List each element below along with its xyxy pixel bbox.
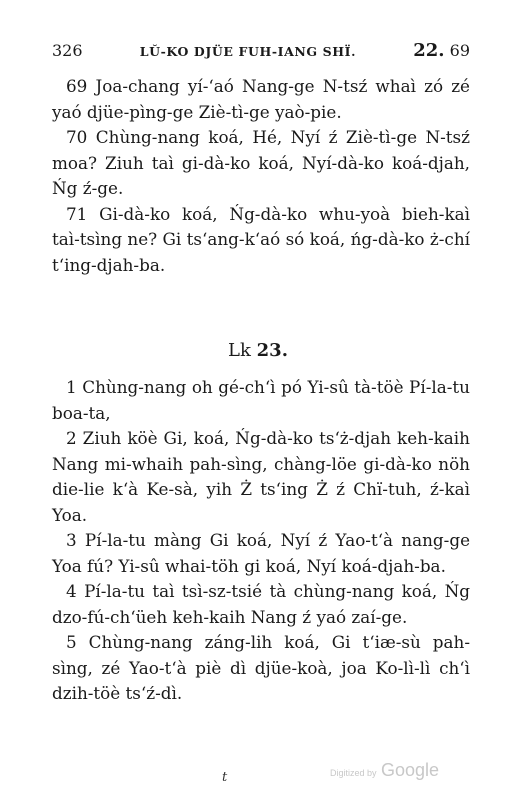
verse-paragraph: 71 Gi-dà-ko koá, Ńg-dà-ko whu-yoà bieh-kaì taì-tsìng ne? Gi ts‘ang-k‘aó só koá, ńg-dà-ko ż-chí t‘ing-djah-ba. [52, 203, 470, 275]
verse-paragraph: 5 Chùng-nang záng-lih koá, Gi t‘iæ-sù pah-sìng, zé Yao-t‘à piè dì djüe-koà, joa Ko-lì-lì ch‘ì dzih-töè ts‘ź-dì. [52, 632, 470, 703]
verse-reference [413, 40, 470, 61]
watermark-prefix: Digitized by [330, 768, 377, 778]
page-number: 326 [52, 41, 83, 60]
page-header [52, 40, 470, 62]
digitized-watermark [330, 760, 439, 781]
verse-paragraph: 1 Chùng-nang oh gé-ch‘ì pó Yi-sû tà-töè Pí-la-tu boa-ta, [52, 377, 470, 423]
verse-paragraph: 70 Chùng-nang koá, Hé, Nyí ź Ziè-tì-ge N-tsź moa? Ziuh taì gi-dà-ko koá, Nyí-dà-ko koá-djah, Ńg ź-ge. [52, 127, 470, 198]
header-chapter-number: 22. [413, 40, 445, 61]
verse-paragraph: 3 Pí-la-tu màng Gi koá, Nyí ź Yao-t‘à nang-ge Yoa fú? Yi-sû whai-töh gi koá, Nyí koá-djah-ba. [52, 530, 470, 576]
chapter-number: 23. [256, 340, 288, 361]
chapter-22-end-text [52, 74, 470, 278]
verse-paragraph: 69 Joa-chang yí-‘aó Nang-ge N-tsź whaì zó zé yaó djüe-pìng-ge Ziè-tì-ge yaò-pie. [52, 76, 470, 122]
running-title: LŬ-KO DJÜE FUH-IANG SHÏ. [139, 44, 357, 59]
chapter-heading [0, 340, 516, 361]
signature-mark: t [222, 770, 228, 785]
chapter-23-text [52, 375, 470, 707]
verse-paragraph: 4 Pí-la-tu taì tsì-sz-tsié tà chùng-nang koá, Ńg dzo-fú-ch‘üeh keh-kaih Nang ź yaó zaí-ge. [52, 581, 470, 627]
verse-paragraph: 2 Ziuh köè Gi, koá, Ńg-dà-ko ts‘ż-djah keh-kaih Nang mi-whaih pah-sìng, chàng-löe gi-dà-ko nöh die-lie k‘à Ke-sà, yih Ż ts‘ing Ż ź Chï-tuh, ź-kaì Yoa. [52, 428, 470, 525]
chapter-book-abbrev: Lk [228, 340, 251, 361]
header-verse-number: 69 [449, 41, 470, 60]
watermark-brand: Google [380, 760, 440, 780]
